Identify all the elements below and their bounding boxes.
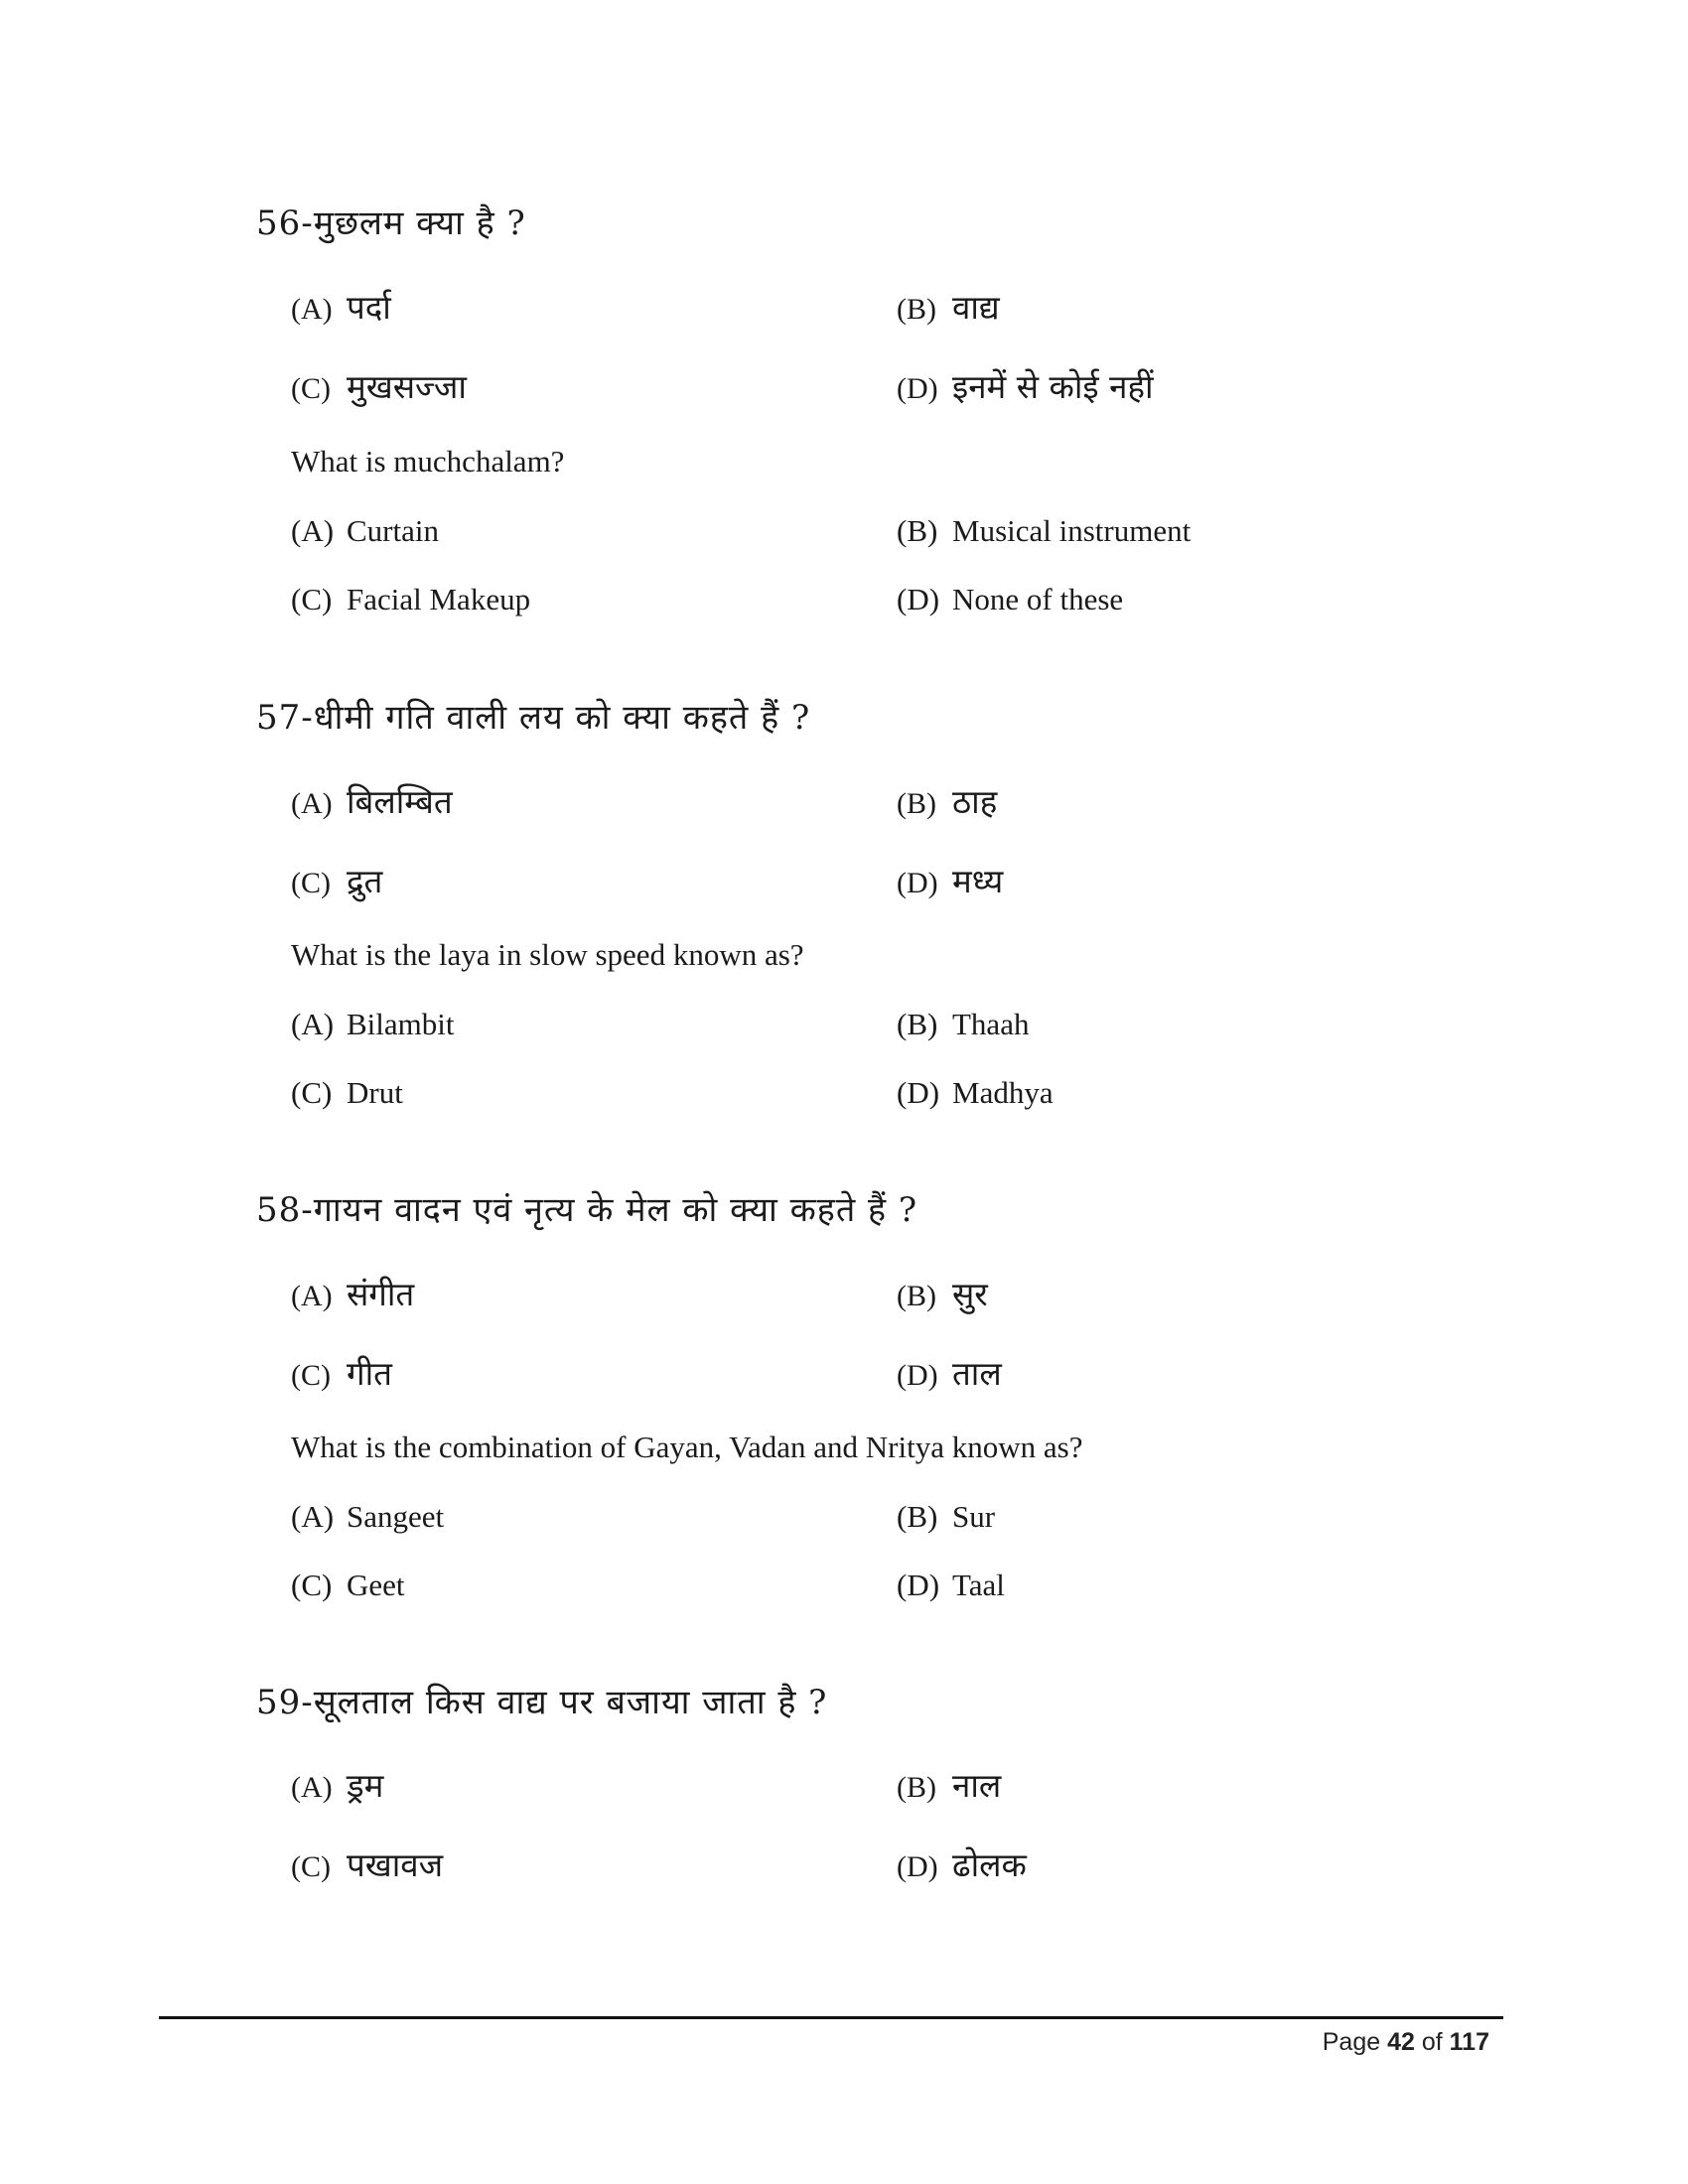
option-text: पखावज <box>347 1845 444 1884</box>
option-english-c <box>291 582 530 617</box>
option-label: (C) <box>291 1850 331 1883</box>
option-text: Curtain <box>347 513 439 548</box>
option-text: Sur <box>952 1499 996 1534</box>
option-label: (D) <box>897 1075 940 1110</box>
option-label: (C) <box>291 372 331 405</box>
option-label: (C) <box>291 1075 333 1110</box>
option-text: Madhya <box>952 1075 1054 1110</box>
option-text: Sangeet <box>347 1499 445 1534</box>
option-hindi-a <box>291 778 453 823</box>
option-label: (B) <box>897 1280 936 1312</box>
option-label: (A) <box>291 1499 335 1534</box>
option-hindi-b <box>897 778 997 823</box>
option-hindi-b <box>897 1762 1001 1807</box>
option-hindi-c <box>291 1350 392 1395</box>
option-english-d <box>897 1075 1054 1111</box>
option-text: नाल <box>952 1766 1002 1805</box>
option-english-b <box>897 1007 1029 1042</box>
option-hindi-b <box>897 284 1000 329</box>
question-english: What is muchchalam? <box>291 444 565 478</box>
option-label: (D) <box>897 582 940 616</box>
option-label: (C) <box>291 1568 333 1602</box>
question-hindi: 58-गायन वादन एवं नृत्य के मेल को क्या कहते हैं ? <box>256 1190 918 1230</box>
question-hindi: 57-धीमी गति वाली लय को क्या कहते हैं ? <box>256 698 811 738</box>
option-hindi-c <box>291 858 382 902</box>
option-hindi-c <box>291 1842 443 1886</box>
option-text: Taal <box>952 1568 1005 1602</box>
option-text: Facial Makeup <box>347 582 531 616</box>
option-text: मुखसज्जा <box>347 367 467 406</box>
page-separator: of <box>1421 2028 1443 2056</box>
page-number <box>1323 2028 1489 2057</box>
option-label: (A) <box>291 1771 333 1804</box>
option-label: (D) <box>897 1568 940 1602</box>
option-label: (B) <box>897 293 936 326</box>
question-hindi: 56-मुछलम क्या है ? <box>256 204 526 243</box>
option-hindi-b <box>897 1271 988 1315</box>
option-text: बिलम्बित <box>347 782 453 821</box>
option-text: Drut <box>347 1075 403 1110</box>
option-text: इनमें से कोई नहीं <box>952 367 1154 406</box>
option-hindi-a <box>291 1271 414 1315</box>
option-text: पर्दा <box>347 288 391 327</box>
option-text: द्रुत <box>347 862 383 900</box>
question-english: What is the laya in slow speed known as? <box>291 937 804 972</box>
option-english-a <box>291 1007 455 1042</box>
option-text: Geet <box>347 1568 405 1602</box>
option-label: (D) <box>897 1850 938 1883</box>
option-label: (C) <box>291 582 333 616</box>
option-label: (A) <box>291 293 333 326</box>
option-hindi-d <box>897 858 1003 902</box>
option-english-c <box>291 1075 403 1111</box>
option-english-b <box>897 513 1191 549</box>
option-label: (B) <box>897 1771 936 1804</box>
option-hindi-d <box>897 1350 1002 1395</box>
option-label: (B) <box>897 1499 938 1534</box>
footer-divider <box>159 2016 1503 2019</box>
total-pages: 117 <box>1449 2028 1489 2056</box>
option-english-c <box>291 1568 405 1603</box>
option-hindi-d <box>897 1842 1027 1886</box>
option-label: (A) <box>291 513 335 548</box>
option-text: सुर <box>952 1275 988 1313</box>
option-text: संगीत <box>347 1275 415 1313</box>
option-label: (A) <box>291 787 333 820</box>
option-english-b <box>897 1499 995 1535</box>
option-label: (B) <box>897 1007 938 1041</box>
question-hindi: 59-सूलताल किस वाद्य पर बजाया जाता है ? <box>256 1683 828 1722</box>
option-text: None of these <box>952 582 1124 616</box>
option-hindi-d <box>897 363 1154 408</box>
option-label: (D) <box>897 372 938 405</box>
option-label: (B) <box>897 513 938 548</box>
option-english-d <box>897 1568 1005 1603</box>
page-prefix: Page <box>1322 2028 1381 2056</box>
current-page: 42 <box>1387 2028 1415 2056</box>
option-hindi-a <box>291 284 391 329</box>
option-hindi-a <box>291 1762 383 1807</box>
option-text: ताल <box>952 1354 1002 1393</box>
option-english-d <box>897 582 1123 617</box>
option-text: ठाह <box>952 782 998 821</box>
option-english-a <box>291 1499 444 1535</box>
option-text: ढोलक <box>952 1845 1027 1884</box>
option-text: मध्य <box>952 862 1004 900</box>
option-label: (D) <box>897 1359 938 1392</box>
option-hindi-c <box>291 363 467 408</box>
option-text: Bilambit <box>347 1007 455 1041</box>
option-text: ड्रम <box>347 1766 384 1805</box>
option-text: Musical instrument <box>952 513 1192 548</box>
option-label: (B) <box>897 787 936 820</box>
option-english-a <box>291 513 439 549</box>
option-text: Thaah <box>952 1007 1030 1041</box>
option-label: (C) <box>291 867 331 899</box>
option-text: गीत <box>347 1354 392 1393</box>
option-label: (C) <box>291 1359 331 1392</box>
option-label: (A) <box>291 1007 335 1041</box>
option-label: (D) <box>897 867 938 899</box>
option-text: वाद्य <box>952 288 1000 327</box>
option-label: (A) <box>291 1280 333 1312</box>
question-english: What is the combination of Gayan, Vadan and Nritya known as? <box>291 1430 1083 1464</box>
